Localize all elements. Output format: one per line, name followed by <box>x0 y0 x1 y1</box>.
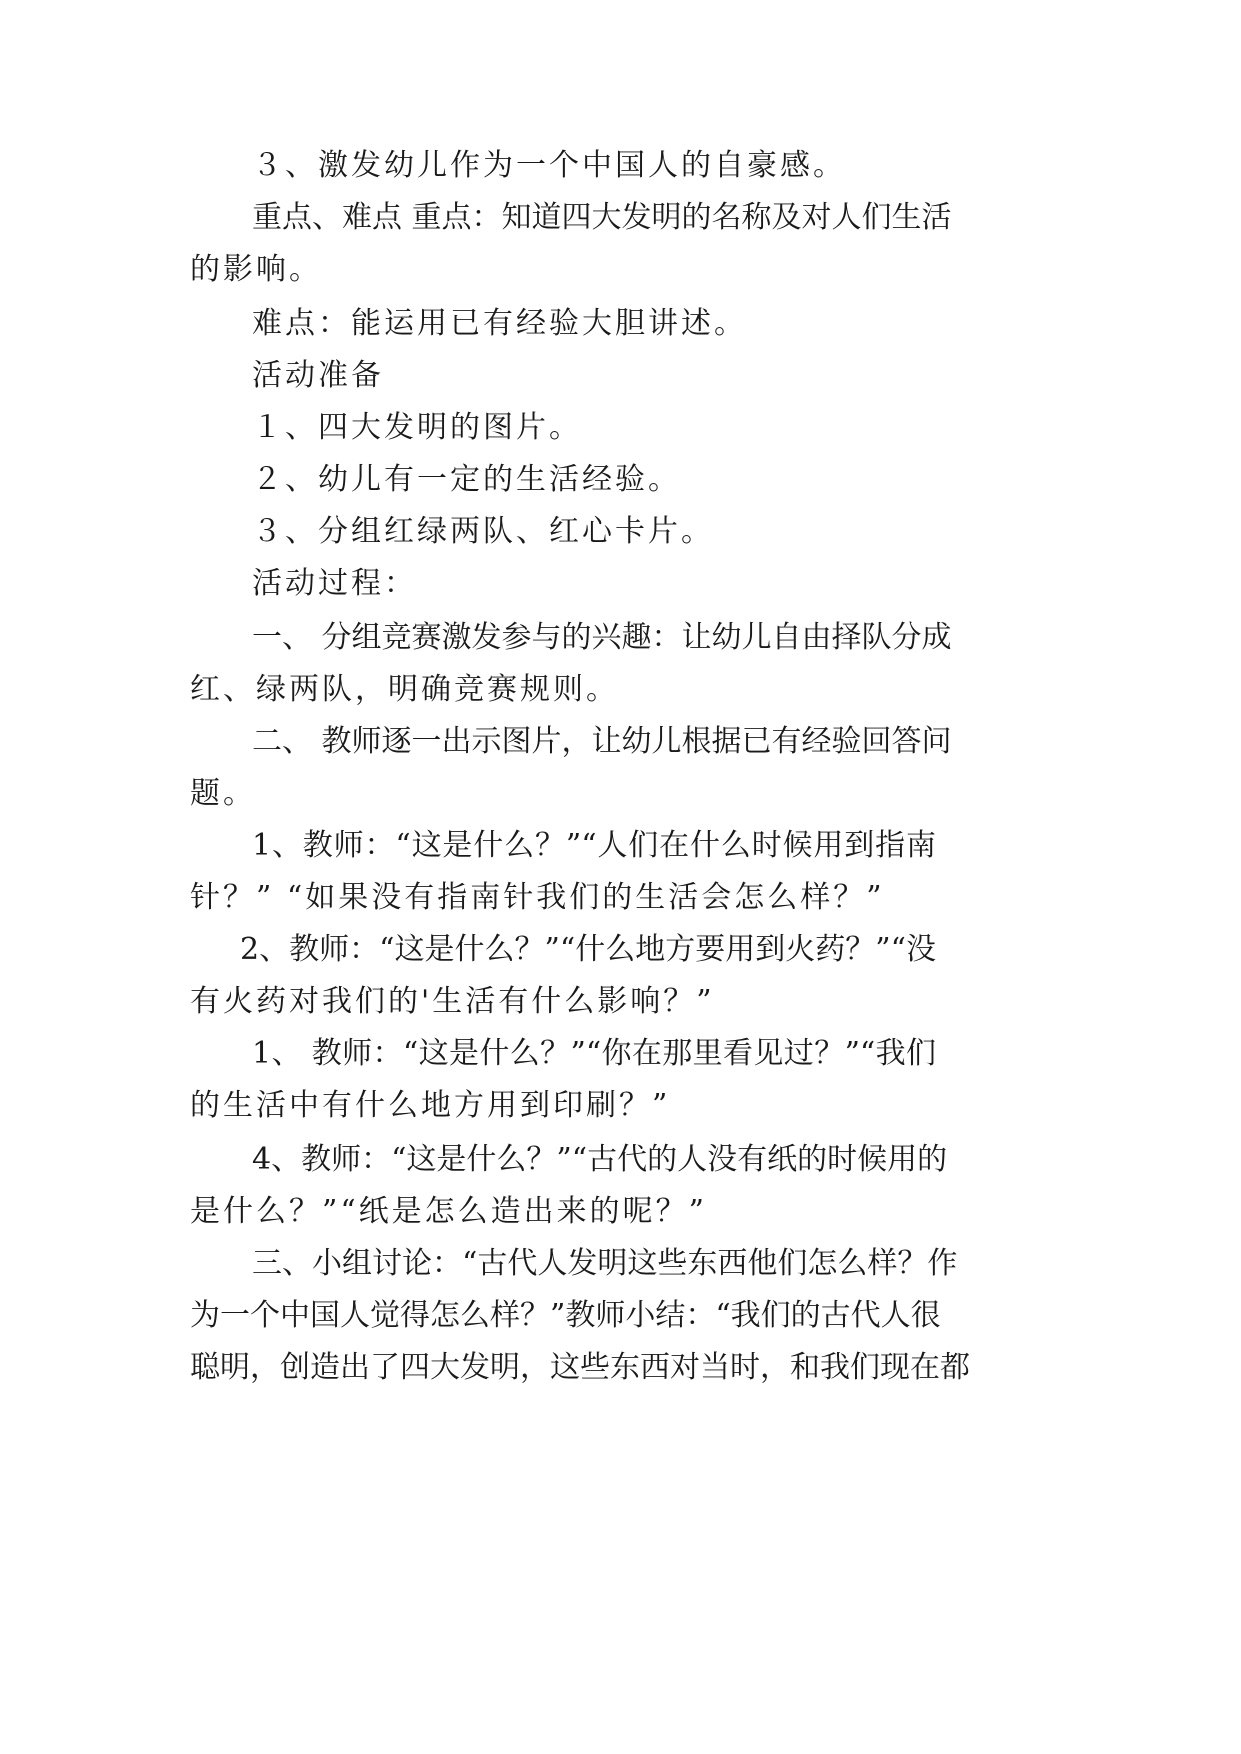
text-line: 4、教师：“这是什么？”“古代的人没有纸的时候用的 <box>252 1142 948 1177</box>
text-line: 活动准备 <box>252 358 384 393</box>
text-line: 题。 <box>190 776 256 811</box>
text-line: 聪明，创造出了四大发明，这些东西对当时，和我们现在都 <box>190 1350 970 1385</box>
text-line: 针？” “如果没有指南针我们的生活会怎么样？” <box>190 880 885 915</box>
text-line: １、四大发明的图片。 <box>252 410 582 445</box>
text-line: 是什么？”“纸是怎么造出来的呢？” <box>190 1194 708 1229</box>
text-line: 为一个中国人觉得怎么样？”教师小结：“我们的古代人很 <box>190 1298 941 1333</box>
text-line: 1、教师：“这是什么？”“人们在什么时候用到指南 <box>252 828 936 863</box>
text-line: 三、小组讨论：“古代人发明这些东西他们怎么样？作 <box>252 1246 958 1281</box>
text-line: 的影响。 <box>190 252 322 287</box>
text-line: 2、教师：“这是什么？”“什么地方要用到火药？”“没 <box>240 932 936 967</box>
text-line: 的生活中有什么地方用到印刷？” <box>190 1088 671 1123</box>
text-line: 难点：能运用已有经验大胆讲述。 <box>252 306 747 341</box>
text-line: 红、绿两队，明确竞赛规则。 <box>190 672 619 707</box>
text-line: ３、分组红绿两队、红心卡片。 <box>252 514 714 549</box>
text-line: 有火药对我们的'生活有什么影响？” <box>190 984 715 1019</box>
text-line: ２、幼儿有一定的生活经验。 <box>252 462 681 497</box>
text-line: 二、 教师逐一出示图片，让幼儿根据已有经验回答问 <box>252 724 952 759</box>
text-line: ３、激发幼儿作为一个中国人的自豪感。 <box>252 148 846 183</box>
text-line: 1、 教师：“这是什么？”“你在那里看见过？”“我们 <box>252 1036 936 1071</box>
text-line: 活动过程： <box>252 566 417 601</box>
text-line: 重点、难点 重点：知道四大发明的名称及对人们生活 <box>252 200 952 235</box>
text-line: 一、 分组竞赛激发参与的兴趣：让幼儿自由择队分成 <box>252 620 952 655</box>
